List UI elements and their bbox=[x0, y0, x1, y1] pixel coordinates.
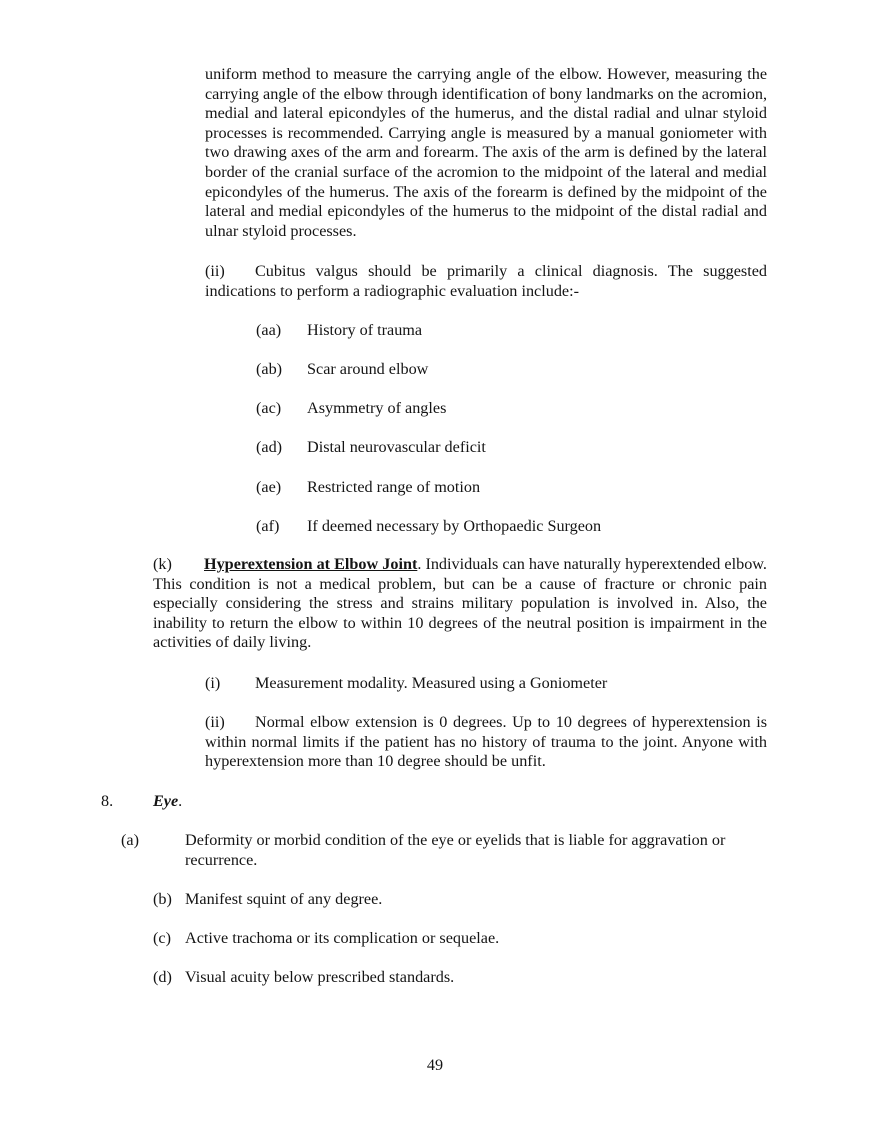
eye-item-label: (b) bbox=[153, 890, 172, 908]
cubitus-valgus-text: Cubitus valgus should be primarily a clinical diagnosis. The suggested indications to perform a radiographic evaluation include:- bbox=[205, 262, 767, 300]
list-item bbox=[256, 478, 480, 498]
hyperextension-label: (k) bbox=[153, 555, 172, 573]
hyperextension-heading: Hyperextension at Elbow Joint bbox=[204, 555, 418, 573]
eye-item bbox=[121, 831, 799, 870]
eye-item-label: (c) bbox=[153, 929, 171, 947]
section-title-suffix: . bbox=[178, 792, 183, 810]
list-item-label: (ad) bbox=[256, 438, 283, 456]
measurement-modality-item bbox=[205, 674, 607, 694]
normal-extension-text: Normal elbow extension is 0 degrees. Up to 10 degrees of hyperextension is within normal limits if the patient has no history of trauma to the joint. Anyone with hyperextension more than 10 degree should be unfit. bbox=[205, 713, 767, 771]
list-item bbox=[256, 399, 446, 419]
list-item-text: Distal neurovascular deficit bbox=[307, 438, 486, 456]
list-item bbox=[256, 517, 601, 537]
list-item-text: Restricted range of motion bbox=[307, 478, 481, 496]
list-item-text: If deemed necessary by Orthopaedic Surgeon bbox=[307, 517, 602, 535]
list-item-label: (ae) bbox=[256, 478, 282, 496]
eye-item-text: Manifest squint of any degree. bbox=[185, 890, 383, 908]
list-item-text: Asymmetry of angles bbox=[307, 399, 447, 417]
cubitus-valgus-paragraph bbox=[205, 262, 767, 301]
list-item bbox=[256, 360, 428, 380]
measurement-modality-text: Measurement modality. Measured using a Goniometer bbox=[255, 674, 608, 692]
hyperextension-paragraph bbox=[153, 555, 767, 653]
section-title: Eye bbox=[153, 792, 179, 810]
cubitus-valgus-label: (ii) bbox=[205, 262, 225, 280]
list-item-label: (aa) bbox=[256, 321, 282, 339]
eye-item-label: (d) bbox=[153, 968, 172, 986]
list-item-label: (af) bbox=[256, 517, 280, 535]
list-item bbox=[256, 321, 422, 341]
eye-item bbox=[153, 929, 767, 949]
measurement-modality-label: (i) bbox=[205, 674, 221, 692]
normal-extension-label: (ii) bbox=[205, 713, 225, 731]
hyperextension-text: . Individuals can have naturally hyperextended elbow. This condition is not a medical problem, but can be a cause of fracture or chronic pain especially considering the stress and strains military population is involved in. Also, the inability to return the elbow to within 10 degrees of the neutral position is impairment in the activities of daily living. bbox=[153, 555, 767, 652]
list-item-text: Scar around elbow bbox=[307, 360, 429, 378]
eye-item-label: (a) bbox=[121, 831, 139, 849]
eye-item bbox=[153, 968, 767, 988]
eye-item-text: Active trachoma or its complication or sequelae. bbox=[185, 929, 500, 947]
list-item-label: (ab) bbox=[256, 360, 283, 378]
eye-item-text: Deformity or morbid condition of the eye or eyelids that is liable for aggravation or recurrence. bbox=[185, 831, 726, 869]
list-item-label: (ac) bbox=[256, 399, 282, 417]
eye-item bbox=[153, 890, 767, 910]
page-number: 49 bbox=[426, 1056, 444, 1074]
list-item-text: History of trauma bbox=[307, 321, 423, 339]
section-number: 8. bbox=[101, 792, 114, 810]
section-heading-eye bbox=[101, 792, 182, 812]
list-item bbox=[256, 438, 486, 458]
eye-item-text: Visual acuity below prescribed standards. bbox=[185, 968, 455, 986]
intro-paragraph: uniform method to measure the carrying angle of the elbow. However, measuring the carrying angle of the elbow through identification of bony landmarks on the acromion, medial and lateral epicondyles of the humerus, and the distal radial and ulnar styloid processes is recommended. Carrying angle is measured by a manual goniometer with two drawing axes of the arm and forearm. The axis of the arm is defined by the lateral border of the cranial surface of the acromion to the midpoint of the lateral and medial epicondyles of the humerus. The axis of the forearm is defined by the midpoint of the lateral and medial epicondyles of the humerus to the midpoint of the distal radial and ulnar styloid processes. bbox=[205, 65, 767, 240]
normal-extension-paragraph bbox=[205, 713, 767, 772]
